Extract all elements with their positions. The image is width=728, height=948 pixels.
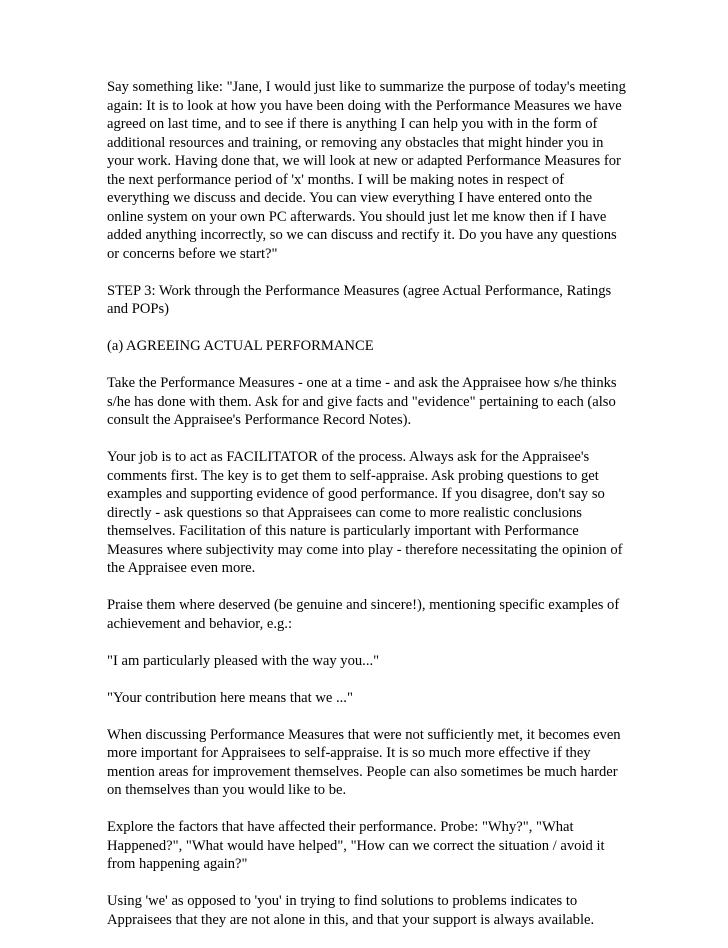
- unmet-measures-paragraph: When discussing Performance Measures that were not sufficiently met, it becomes even more important for Appraisees to self-appraise. It is so much more effective if they mention areas for improvement themselves. People can also sometimes be much harder on themselves than you would like to be.: [107, 726, 621, 798]
- intro-script-paragraph: Say something like: "Jane, I would just like to summarize the purpose of today's meeting again: It is to look at how you have been doing with the Performance Measures we have agreed on last time, and to see if there is anything I can help you with in the form of additional resources and training, or removing any obstacles that might hinder you in your work. Having done that, we will look at new or adapted Performance Measures for the next performance period of 'x' months. I will be making notes in respect of everything we discuss and decide. You can view everything I have entered onto the online system on your own PC afterwards. You should just let me know then if I have added anything incorrectly, so we can discuss and rectify it. Do you have any questions or concerns before we start?": [107, 79, 626, 262]
- explore-factors-paragraph: Explore the factors that have affected their performance. Probe: "Why?", "What Happened?", "What would have helped", "How can we correct the situation / avoid it from happening again?": [107, 819, 605, 872]
- document-page: [107, 78, 627, 948]
- using-we-paragraph: Using 'we' as opposed to 'you' in trying to find solutions to problems indicates to Appraisees that they are not alone in this, and that your support is always available.: [107, 893, 595, 928]
- praise-paragraph: Praise them where deserved (be genuine and sincere!), mentioning specific examples of achievement and behavior, e.g.:: [107, 597, 620, 632]
- praise-example-2: "Your contribution here means that we ...": [107, 689, 353, 706]
- step-3-heading: STEP 3: Work through the Performance Measures (agree Actual Performance, Ratings and POPs): [107, 282, 612, 317]
- performance-measures-paragraph: Take the Performance Measures - one at a time - and ask the Appraisee how s/he thinks s/he has done with them. Ask for and give facts and "evidence" pertaining to each (also consult the Appraisee's Performance Record Notes).: [107, 375, 617, 428]
- praise-example-1: "I am particularly pleased with the way you...": [107, 652, 380, 669]
- section-a-heading: (a) AGREEING ACTUAL PERFORMANCE: [107, 338, 374, 354]
- facilitator-paragraph: Your job is to act as FACILITATOR of the process. Always ask for the Appraisee's comments first. The key is to get them to self-appraise. Ask probing questions to get examples and supporting evidence of good performance. If you disagree, don't say so directly - ask questions so that Appraisees can come to more realistic conclusions themselves. Facilitation of this nature is particularly important with Performance Measures where subjectivity may come into play - therefore necessitating the opinion of the Appraisee even more.: [107, 449, 623, 576]
